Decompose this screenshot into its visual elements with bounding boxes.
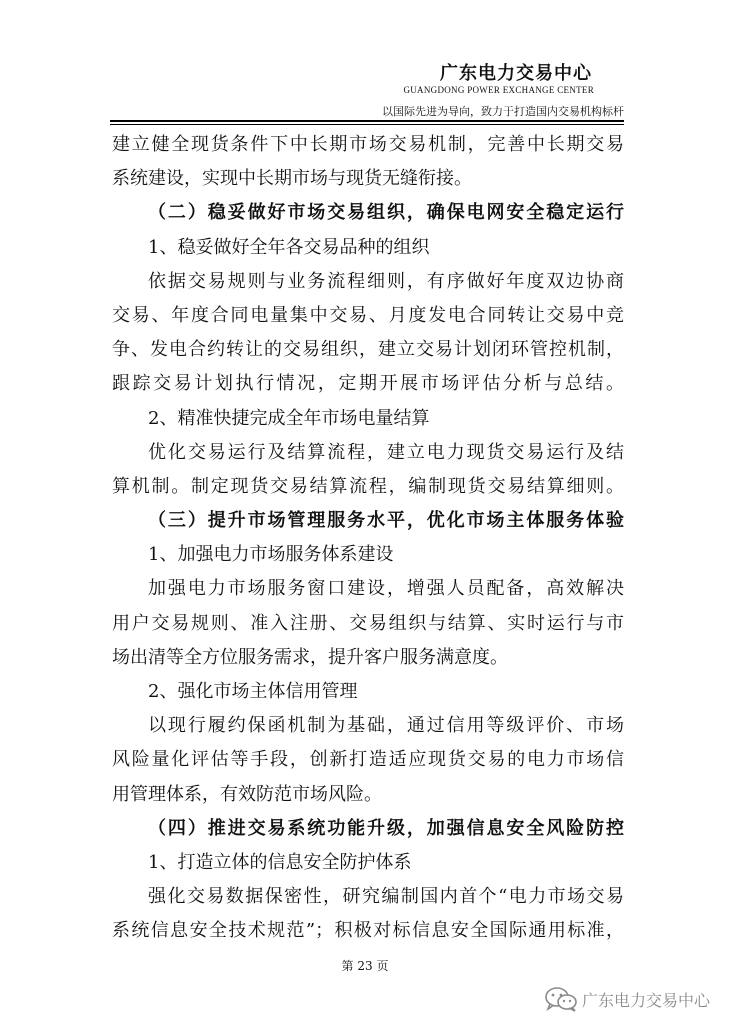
- section-heading: （四）推进交易系统功能升级，加强信息安全风险防控: [148, 817, 624, 839]
- section-heading: （三）提升市场管理服务水平，优化市场主体服务体验: [148, 510, 624, 532]
- header-rule-thin: [110, 124, 624, 125]
- watermark-text: 广东电力交易中心: [581, 990, 710, 1010]
- body-text: [112, 128, 624, 949]
- paragraph-line: 用户交易规则、准入注册、交易组织与结算、实时运行与市: [112, 612, 624, 634]
- paragraph-line: 算机制。制定现货交易结算流程，编制现货交易结算细则。: [112, 475, 624, 497]
- paragraph-line: 争、发电合约转让的交易组织，建立交易计划闭环管控机制，: [112, 339, 624, 361]
- paragraph-line: 优化交易运行及结算流程，建立电力现货交易运行及结: [148, 441, 624, 463]
- subsection-heading: 2、精准快捷完成全年市场电量结算: [148, 407, 430, 429]
- paragraph-line: 用管理体系，有效防范市场风险。: [112, 783, 382, 805]
- paragraph-line: 系统信息安全技术规范”；积极对标信息安全国际通用标准，: [112, 920, 624, 942]
- paragraph-line: 系统建设，实现中长期市场与现货无缝衔接。: [112, 168, 472, 190]
- section-heading: （二）稳妥做好市场交易组织，确保电网安全稳定运行: [148, 202, 624, 224]
- paragraph-line: 跟踪交易计划执行情况，定期开展市场评估分析与总结。: [112, 373, 624, 395]
- page-number: 第 23 页: [341, 959, 389, 973]
- paragraph-line: 风险量化评估等手段，创新打造适应现货交易的电力市场信: [112, 749, 624, 771]
- paragraph-line: 加强电力市场服务窗口建设，增强人员配备，高效解决: [148, 578, 624, 600]
- paragraph-line: 强化交易数据保密性，研究编制国内首个“电力市场交易: [148, 886, 624, 908]
- paragraph-line: 场出清等全方位服务需求，提升客户服务满意度。: [112, 646, 508, 668]
- subsection-heading: 2、强化市场主体信用管理: [148, 681, 358, 702]
- header-rule-thick: [110, 120, 624, 122]
- subsection-heading: 1、打造立体的信息安全防护体系: [148, 851, 412, 873]
- paragraph-line: 以现行履约保函机制为基础，通过信用等级评价、市场: [148, 715, 624, 737]
- slogan: 以国际先进为导向，致力于打造国内交易机构标杆: [382, 105, 624, 118]
- subsection-heading: 1、加强电力市场服务体系建设: [148, 544, 394, 566]
- org-name: 广东电力交易中心: [440, 63, 592, 84]
- paragraph-line: 交易、年度合同电量集中交易、月度发电合同转让交易中竞: [112, 304, 624, 326]
- org-name-en: GUANGDONG POWER EXCHANGE CENTER: [403, 85, 594, 95]
- paragraph-line: 依据交易规则与业务流程细则，有序做好年度双边协商: [148, 270, 624, 292]
- subsection-heading: 1、稳妥做好全年各交易品种的组织: [148, 236, 430, 258]
- watermark: [544, 986, 710, 1012]
- paragraph-line: 建立健全现货条件下中长期市场交易机制，完善中长期交易: [112, 134, 624, 155]
- wechat-icon: [544, 986, 578, 1012]
